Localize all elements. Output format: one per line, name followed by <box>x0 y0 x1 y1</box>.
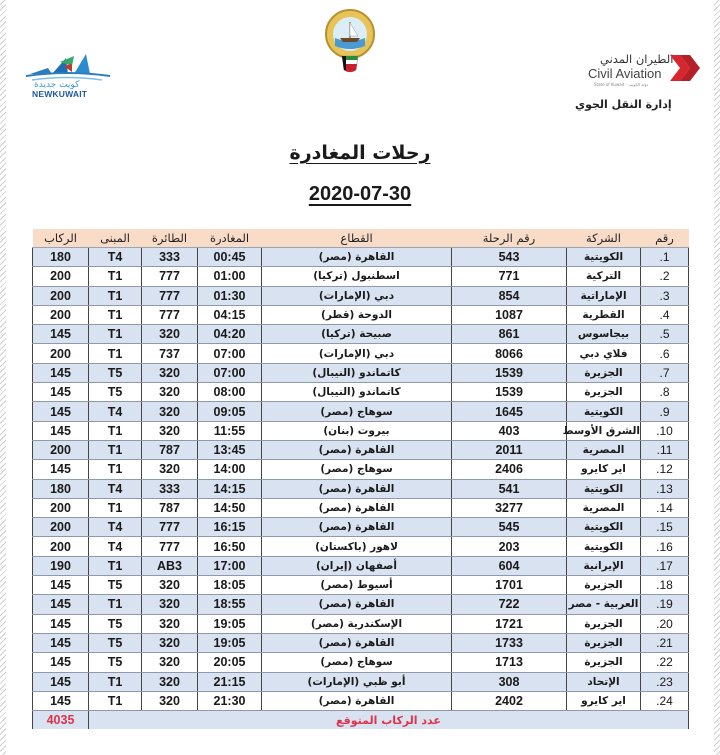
row-departure: 08:00 <box>198 383 262 402</box>
row-sector: القاهرة (مصر) <box>262 479 452 498</box>
row-airline: المصرية <box>567 498 641 517</box>
row-terminal: T1 <box>89 325 142 344</box>
row-terminal: T5 <box>89 363 142 382</box>
row-departure: 07:00 <box>198 344 262 363</box>
row-no: 19. <box>641 595 689 614</box>
row-no: 22. <box>641 653 689 672</box>
row-terminal: T4 <box>89 479 142 498</box>
row-sector: سوهاج (مصر) <box>262 653 452 672</box>
row-sector: الإسكندرية (مصر) <box>262 614 452 633</box>
row-flight: 8066 <box>452 344 567 363</box>
row-flight: 1733 <box>452 633 567 652</box>
row-passengers: 145 <box>33 402 89 421</box>
row-aircraft: 737 <box>142 344 198 363</box>
row-aircraft: 320 <box>142 325 198 344</box>
row-flight: 1087 <box>452 305 567 324</box>
table-row <box>33 556 689 575</box>
row-terminal: T5 <box>89 653 142 672</box>
row-passengers: 145 <box>33 595 89 614</box>
row-aircraft: 320 <box>142 672 198 691</box>
civil-aviation-english: Civil Aviation <box>588 66 662 81</box>
row-no: 5. <box>641 325 689 344</box>
row-passengers: 145 <box>33 460 89 479</box>
row-sector: كاتماندو (النيبال) <box>262 363 452 382</box>
row-terminal: T1 <box>89 267 142 286</box>
row-sector: القاهرة (مصر) <box>262 518 452 537</box>
row-flight: 854 <box>452 286 567 305</box>
row-airline: الجزيرة <box>567 576 641 595</box>
row-airline: القطرية <box>567 305 641 324</box>
table-row <box>33 383 689 402</box>
row-sector: كاتماندو (النيبال) <box>262 383 452 402</box>
row-airline: الكويتية <box>567 537 641 556</box>
row-airline: الشرق الأوسط <box>567 421 641 440</box>
row-terminal: T5 <box>89 383 142 402</box>
row-airline: العربية - مصر <box>567 595 641 614</box>
table-row <box>33 440 689 459</box>
row-terminal: T1 <box>89 305 142 324</box>
row-departure: 13:45 <box>198 440 262 459</box>
table-row <box>33 421 689 440</box>
row-no: 17. <box>641 556 689 575</box>
row-sector: القاهرة (مصر) <box>262 595 452 614</box>
row-flight: 604 <box>452 556 567 575</box>
table-row <box>33 498 689 517</box>
row-aircraft: 320 <box>142 421 198 440</box>
row-passengers: 180 <box>33 248 89 267</box>
kuwait-emblem-icon <box>318 6 382 76</box>
row-passengers: 145 <box>33 653 89 672</box>
row-sector: لاهور (باكستان) <box>262 537 452 556</box>
row-terminal: T4 <box>89 537 142 556</box>
row-terminal: T1 <box>89 440 142 459</box>
row-sector: أسيوط (مصر) <box>262 576 452 595</box>
row-flight: 1713 <box>452 653 567 672</box>
row-departure: 19:05 <box>198 633 262 652</box>
row-passengers: 200 <box>33 286 89 305</box>
row-passengers: 200 <box>33 305 89 324</box>
row-departure: 01:30 <box>198 286 262 305</box>
row-sector: دبي (الإمارات) <box>262 286 452 305</box>
row-departure: 18:05 <box>198 576 262 595</box>
row-terminal: T1 <box>89 595 142 614</box>
row-passengers: 145 <box>33 633 89 652</box>
row-sector: دبي (الإمارات) <box>262 344 452 363</box>
row-terminal: T1 <box>89 421 142 440</box>
row-departure: 04:15 <box>198 305 262 324</box>
row-no: 9. <box>641 402 689 421</box>
row-no: 15. <box>641 518 689 537</box>
table-row <box>33 691 689 710</box>
row-departure: 04:20 <box>198 325 262 344</box>
row-sector: القاهرة (مصر) <box>262 248 452 267</box>
row-terminal: T4 <box>89 248 142 267</box>
row-aircraft: 320 <box>142 363 198 382</box>
row-airline: الجزيرة <box>567 633 641 652</box>
row-passengers: 200 <box>33 498 89 517</box>
civil-aviation-arabic: الطيران المدني <box>600 52 674 66</box>
row-flight: 2406 <box>452 460 567 479</box>
row-no: 12. <box>641 460 689 479</box>
col-header-terminal: المبنى <box>89 229 142 248</box>
row-no: 16. <box>641 537 689 556</box>
row-airline: الإيرانية <box>567 556 641 575</box>
row-departure: 18:55 <box>198 595 262 614</box>
row-sector: القاهرة (مصر) <box>262 440 452 459</box>
row-departure: 21:15 <box>198 672 262 691</box>
row-no: 2. <box>641 267 689 286</box>
row-aircraft: 787 <box>142 440 198 459</box>
row-passengers: 145 <box>33 614 89 633</box>
row-sector: أبو ظبي (الإمارات) <box>262 672 452 691</box>
row-terminal: T4 <box>89 518 142 537</box>
row-aircraft: 777 <box>142 537 198 556</box>
row-flight: 3277 <box>452 498 567 517</box>
chevron-logo-icon <box>670 55 700 81</box>
row-passengers: 200 <box>33 518 89 537</box>
page-edge-left <box>0 0 6 755</box>
table-row <box>33 363 689 382</box>
row-passengers: 190 <box>33 556 89 575</box>
row-departure: 09:05 <box>198 402 262 421</box>
row-airline: اير كايرو <box>567 691 641 710</box>
row-no: 13. <box>641 479 689 498</box>
table-row <box>33 248 689 267</box>
row-airline: الجزيرة <box>567 614 641 633</box>
row-airline: الجزيرة <box>567 363 641 382</box>
row-terminal: T1 <box>89 691 142 710</box>
col-header-passengers: الركاب <box>33 229 89 248</box>
total-value: 4035 <box>33 711 89 730</box>
row-no: 21. <box>641 633 689 652</box>
row-passengers: 200 <box>33 537 89 556</box>
row-departure: 00:45 <box>198 248 262 267</box>
row-airline: فلاي دبي <box>567 344 641 363</box>
row-terminal: T5 <box>89 576 142 595</box>
table-row <box>33 305 689 324</box>
page-date: 2020-07-30 <box>308 183 412 205</box>
row-terminal: T1 <box>89 556 142 575</box>
row-airline: اير كايرو <box>567 460 641 479</box>
table-row <box>33 344 689 363</box>
row-departure: 14:00 <box>198 460 262 479</box>
row-no: 24. <box>641 691 689 710</box>
row-aircraft: 320 <box>142 576 198 595</box>
row-sector: القاهرة (مصر) <box>262 498 452 517</box>
table-row <box>33 286 689 305</box>
row-aircraft: 777 <box>142 267 198 286</box>
row-passengers: 145 <box>33 421 89 440</box>
row-flight: 403 <box>452 421 567 440</box>
row-departure: 01:00 <box>198 267 262 286</box>
row-aircraft: 320 <box>142 614 198 633</box>
row-airline: الكويتية <box>567 518 641 537</box>
row-no: 20. <box>641 614 689 633</box>
table-row <box>33 402 689 421</box>
row-flight: 2402 <box>452 691 567 710</box>
row-terminal: T4 <box>89 402 142 421</box>
table-row <box>33 672 689 691</box>
table-row <box>33 576 689 595</box>
table-row <box>33 537 689 556</box>
row-sector: الدوحة (قطر) <box>262 305 452 324</box>
row-sector: بيروت (بنان) <box>262 421 452 440</box>
row-departure: 19:05 <box>198 614 262 633</box>
row-terminal: T1 <box>89 344 142 363</box>
total-label: عدد الركاب المتوقع <box>89 711 689 730</box>
row-flight: 545 <box>452 518 567 537</box>
row-flight: 203 <box>452 537 567 556</box>
row-no: 4. <box>641 305 689 324</box>
row-departure: 16:50 <box>198 537 262 556</box>
col-header-sector: القطاع <box>262 229 452 248</box>
row-flight: 541 <box>452 479 567 498</box>
table-row <box>33 267 689 286</box>
row-sector: القاهرة (مصر) <box>262 633 452 652</box>
row-passengers: 200 <box>33 267 89 286</box>
row-sector: أصفهان (إيران) <box>262 556 452 575</box>
row-terminal: T1 <box>89 672 142 691</box>
row-aircraft: 320 <box>142 383 198 402</box>
row-passengers: 145 <box>33 576 89 595</box>
row-terminal: T1 <box>89 460 142 479</box>
row-sector: سوهاج (مصر) <box>262 402 452 421</box>
row-aircraft: 777 <box>142 286 198 305</box>
row-no: 1. <box>641 248 689 267</box>
row-passengers: 200 <box>33 344 89 363</box>
civil-aviation-sub: State of Kuwait - دولة الكويت <box>594 82 649 87</box>
col-header-aircraft: الطائرة <box>142 229 198 248</box>
row-aircraft: 320 <box>142 653 198 672</box>
row-passengers: 200 <box>33 440 89 459</box>
table-row <box>33 653 689 672</box>
row-flight: 1539 <box>452 383 567 402</box>
departures-table <box>32 229 689 729</box>
row-departure: 21:30 <box>198 691 262 710</box>
row-departure: 14:50 <box>198 498 262 517</box>
row-no: 14. <box>641 498 689 517</box>
row-departure: 07:00 <box>198 363 262 382</box>
total-row <box>33 711 689 730</box>
row-flight: 1645 <box>452 402 567 421</box>
row-flight: 2011 <box>452 440 567 459</box>
row-sector: اسطنبول (تركيا) <box>262 267 452 286</box>
department-name: إدارة النقل الجوي <box>575 98 672 111</box>
row-passengers: 145 <box>33 383 89 402</box>
row-airline: الكويتية <box>567 248 641 267</box>
row-terminal: T1 <box>89 286 142 305</box>
row-no: 8. <box>641 383 689 402</box>
row-passengers: 180 <box>33 479 89 498</box>
row-airline: الإماراتية <box>567 286 641 305</box>
row-airline: الكويتية <box>567 479 641 498</box>
row-sector: القاهرة (مصر) <box>262 691 452 710</box>
row-aircraft: 320 <box>142 595 198 614</box>
row-no: 10. <box>641 421 689 440</box>
row-terminal: T5 <box>89 614 142 633</box>
row-airline: بيجاسوس <box>567 325 641 344</box>
col-header-airline: الشركة <box>567 229 641 248</box>
row-airline: التركية <box>567 267 641 286</box>
row-aircraft: 777 <box>142 305 198 324</box>
table-row <box>33 614 689 633</box>
page-edge-right <box>714 0 720 755</box>
row-flight: 1721 <box>452 614 567 633</box>
row-flight: 861 <box>452 325 567 344</box>
row-aircraft: 787 <box>142 498 198 517</box>
table-row <box>33 325 689 344</box>
row-passengers: 145 <box>33 363 89 382</box>
table-row <box>33 479 689 498</box>
row-no: 3. <box>641 286 689 305</box>
row-terminal: T1 <box>89 498 142 517</box>
row-airline: الجزيرة <box>567 653 641 672</box>
newkuwait-arabic: كويت جديدة <box>34 80 80 90</box>
row-sector: سوهاج (مصر) <box>262 460 452 479</box>
row-flight: 1701 <box>452 576 567 595</box>
row-flight: 543 <box>452 248 567 267</box>
row-no: 18. <box>641 576 689 595</box>
row-airline: الإتحاد <box>567 672 641 691</box>
row-aircraft: 777 <box>142 518 198 537</box>
row-aircraft: 320 <box>142 460 198 479</box>
row-departure: 17:00 <box>198 556 262 575</box>
row-airline: الجزيرة <box>567 383 641 402</box>
row-passengers: 145 <box>33 672 89 691</box>
row-aircraft: 333 <box>142 248 198 267</box>
row-aircraft: AB3 <box>142 556 198 575</box>
row-aircraft: 320 <box>142 402 198 421</box>
row-departure: 11:55 <box>198 421 262 440</box>
row-no: 23. <box>641 672 689 691</box>
row-aircraft: 320 <box>142 691 198 710</box>
row-passengers: 145 <box>33 325 89 344</box>
row-no: 6. <box>641 344 689 363</box>
row-airline: الكويتية <box>567 402 641 421</box>
row-aircraft: 333 <box>142 479 198 498</box>
row-flight: 722 <box>452 595 567 614</box>
row-departure: 14:15 <box>198 479 262 498</box>
row-no: 11. <box>641 440 689 459</box>
row-flight: 1539 <box>452 363 567 382</box>
col-header-flight: رقم الرحلة <box>452 229 567 248</box>
newkuwait-english: NEWKUWAIT <box>32 89 88 99</box>
page-title: رحلات المغادرة <box>289 142 431 164</box>
row-terminal: T5 <box>89 633 142 652</box>
table-row <box>33 595 689 614</box>
col-header-no: رقم <box>641 229 689 248</box>
table-header <box>33 229 689 248</box>
row-sector: صبيحة (تركيا) <box>262 325 452 344</box>
row-airline: المصرية <box>567 440 641 459</box>
row-no: 7. <box>641 363 689 382</box>
table-row <box>33 518 689 537</box>
row-aircraft: 320 <box>142 633 198 652</box>
row-departure: 16:15 <box>198 518 262 537</box>
row-flight: 771 <box>452 267 567 286</box>
row-passengers: 145 <box>33 691 89 710</box>
row-departure: 20:05 <box>198 653 262 672</box>
col-header-departure: المغادرة <box>198 229 262 248</box>
table-row <box>33 460 689 479</box>
table-row <box>33 633 689 652</box>
row-flight: 308 <box>452 672 567 691</box>
